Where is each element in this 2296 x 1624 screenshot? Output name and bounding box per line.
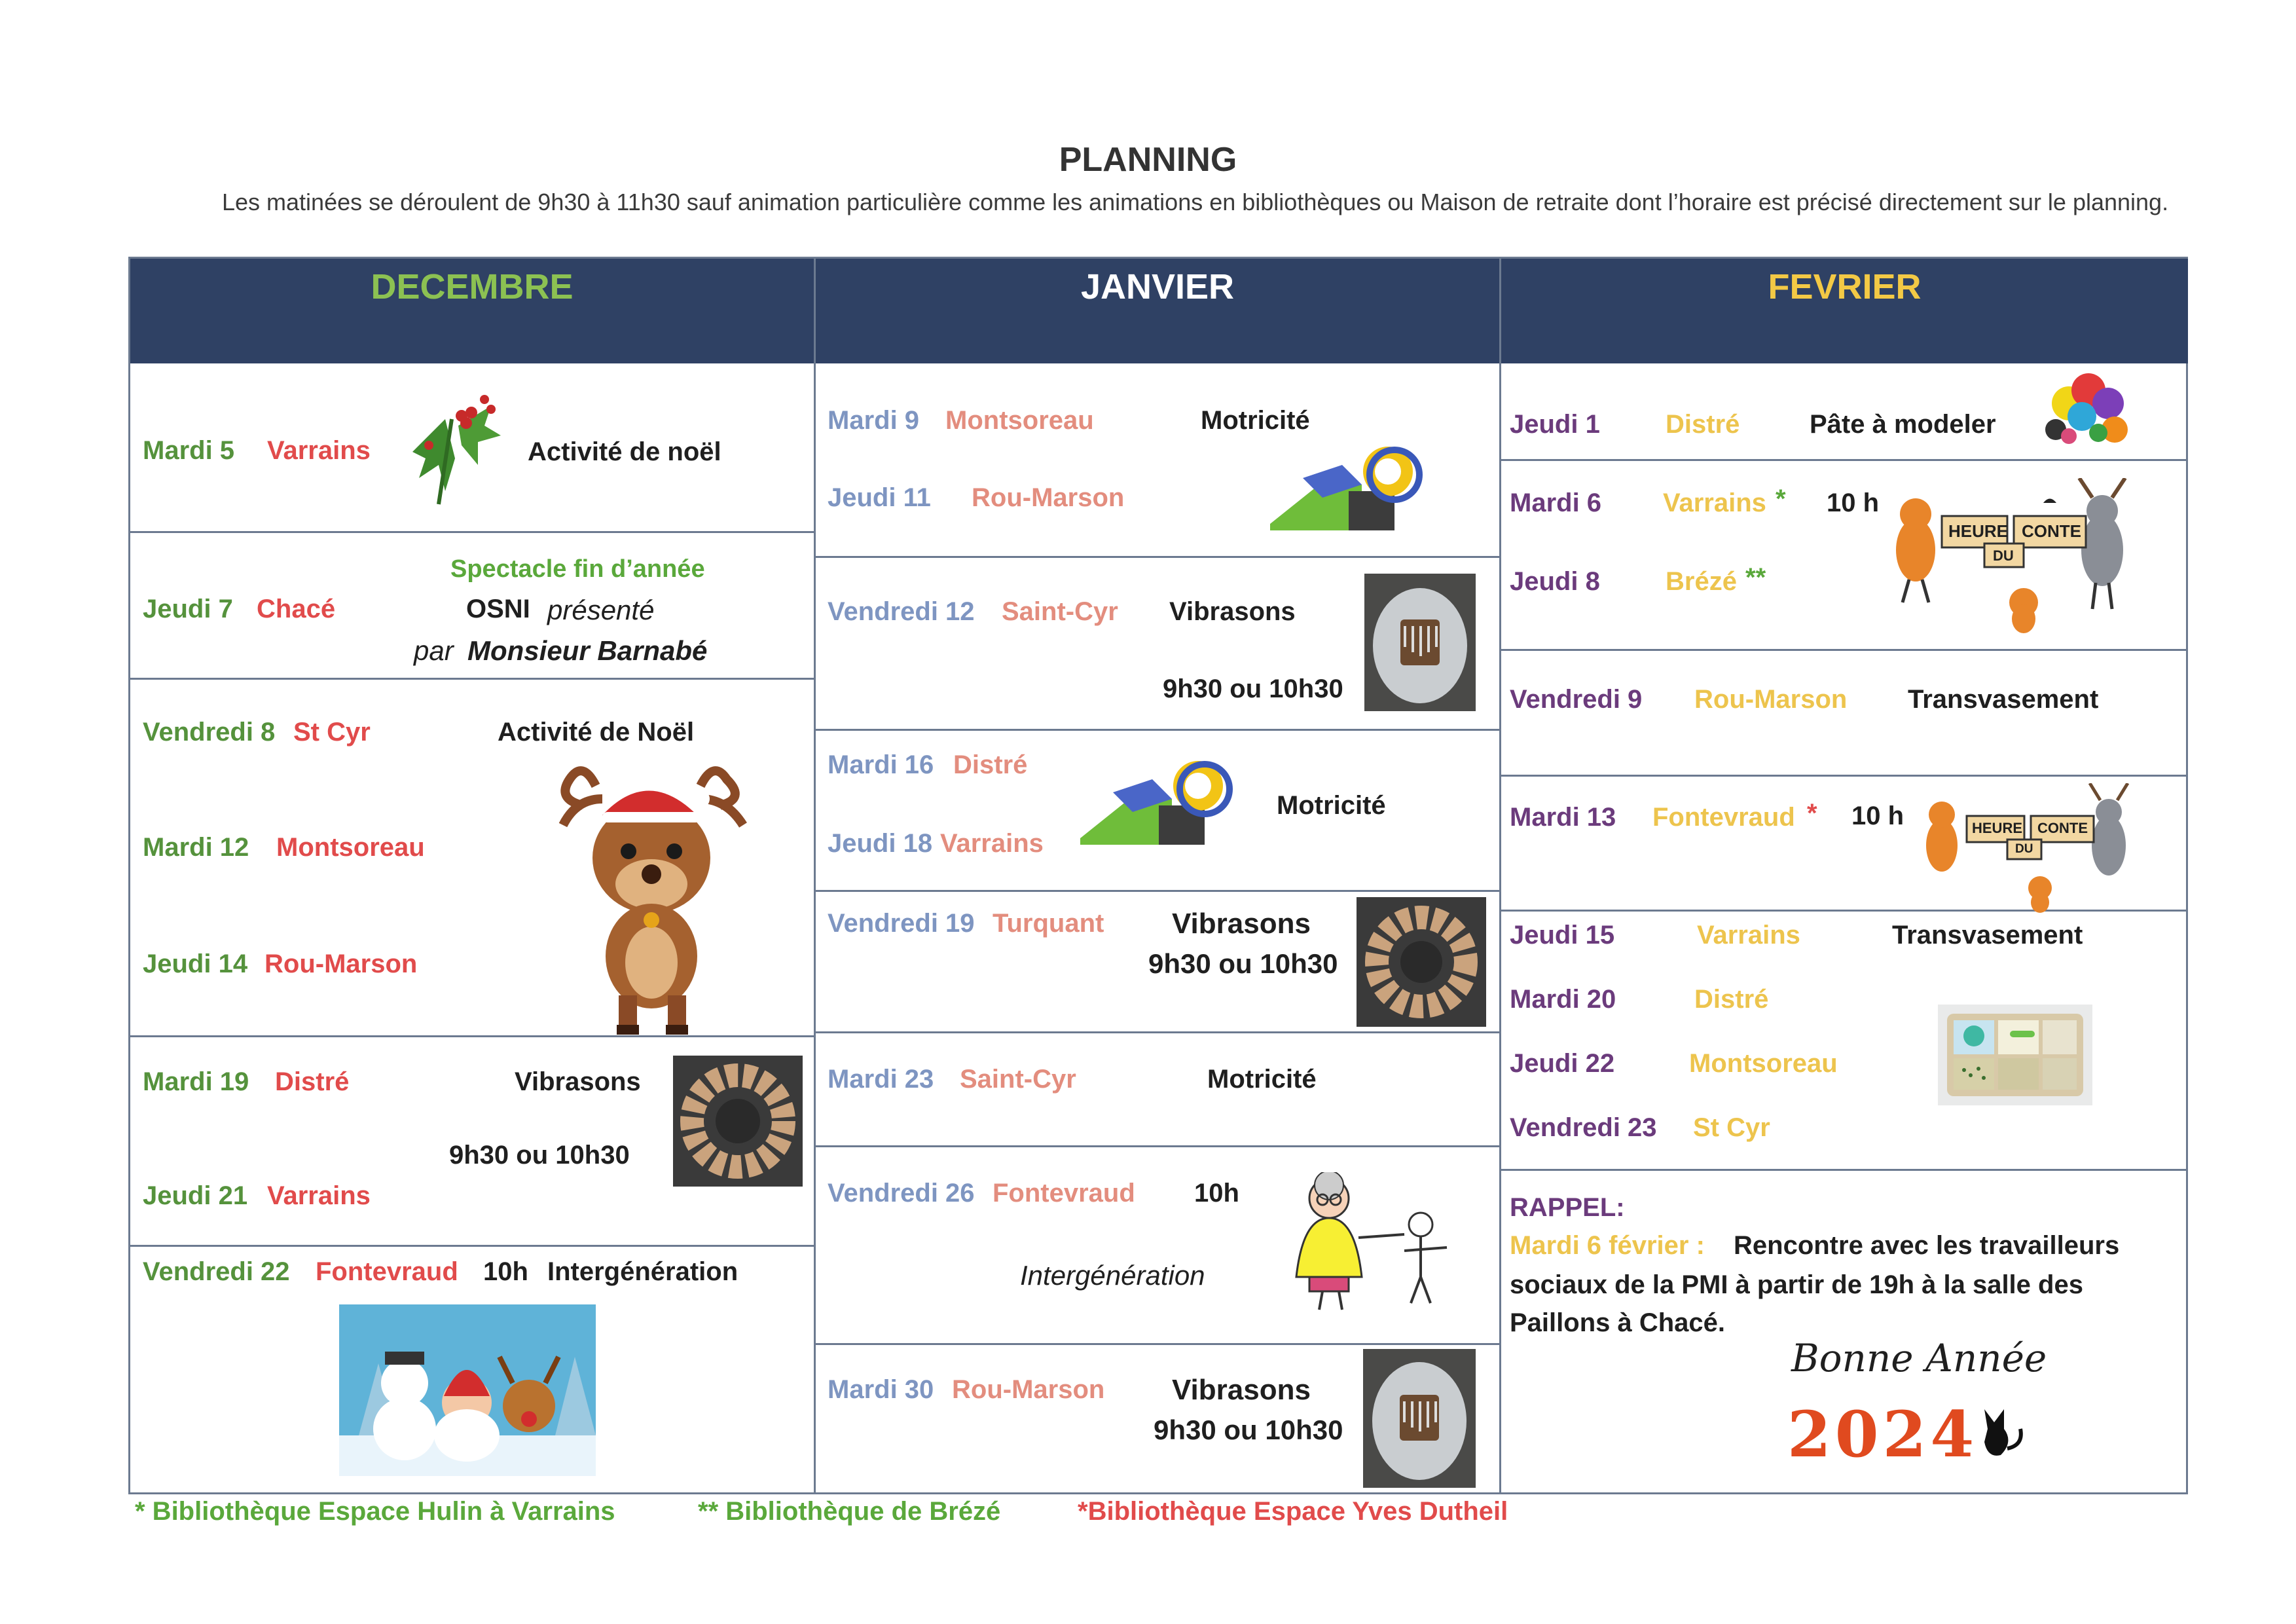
- event-place: St Cyr: [1693, 1113, 1770, 1142]
- event-place: Rou-Marson: [952, 1375, 1105, 1404]
- row-divider: [1501, 459, 2188, 461]
- row-divider: [1501, 775, 2188, 777]
- rappel-line-1: Rencontre avec les travailleurs: [1734, 1231, 2120, 1260]
- event-day: Vendredi 23: [1510, 1113, 1657, 1142]
- rappel-date: Mardi 6 février :: [1510, 1231, 1705, 1260]
- event-place: Chacé: [257, 595, 336, 623]
- event-place: Varrains: [267, 436, 371, 465]
- show-performer: Monsieur Barnabé: [467, 635, 708, 666]
- event-day: Jeudi 14: [143, 950, 248, 978]
- rappel-title: RAPPEL:: [1510, 1193, 1625, 1222]
- event-day: Mardi 20: [1510, 985, 1616, 1014]
- event-day: Vendredi 8: [143, 718, 276, 747]
- heure-du-conte-illustration: HEURE CONTE DU: [1883, 478, 2138, 635]
- row-divider: [130, 678, 814, 680]
- header-decembre: DECEMBRE: [130, 259, 814, 363]
- event-place: Turquant: [993, 909, 1104, 938]
- footer-note-3: *Bibliothèque Espace Yves Dutheil: [1078, 1497, 1508, 1526]
- row-divider: [816, 890, 1499, 892]
- row-divider: [1501, 1169, 2188, 1171]
- row-divider: [130, 531, 814, 533]
- rappel-line-2: sociaux de la PMI à partir de 19h à la salle des: [1510, 1270, 2083, 1299]
- event-time: 9h30 ou 10h30: [1163, 674, 1343, 703]
- row-divider: [1501, 649, 2188, 651]
- event-place: Montsoreau: [276, 833, 425, 862]
- event-time: 9h30 ou 10h30: [1154, 1414, 1343, 1445]
- event-activity: Transvasement: [1908, 685, 2099, 714]
- event-time: 10h: [1194, 1179, 1239, 1208]
- event-day: Jeudi 8: [1510, 567, 1600, 596]
- event-activity: Transvasement: [1892, 921, 2083, 950]
- event-star: *: [1807, 799, 1817, 828]
- show-title: Spectacle fin d’année: [450, 555, 705, 583]
- christmas-friends-picture: [339, 1304, 596, 1476]
- event-place: Varrains: [1697, 921, 1800, 950]
- event-place: Distré: [953, 750, 1028, 779]
- event-activity: Pâte à modeler: [1810, 410, 1996, 439]
- event-time: 9h30 ou 10h30: [449, 1141, 630, 1170]
- modeling-clay-icon: [2043, 364, 2134, 449]
- footer-note-2: ** Bibliothèque de Brézé: [698, 1497, 1001, 1526]
- event-activity: Motricité: [1207, 1065, 1317, 1094]
- event-day: Jeudi 15: [1510, 921, 1615, 950]
- row-divider: [816, 729, 1499, 731]
- event-place: Saint-Cyr: [960, 1065, 1076, 1094]
- row-divider: [816, 556, 1499, 558]
- event-day: Jeudi 22: [1510, 1049, 1615, 1078]
- column-divider: [1499, 259, 1501, 1492]
- header-janvier: JANVIER: [816, 259, 1499, 363]
- event-place: Montsoreau: [945, 406, 1094, 435]
- cat-icon: [1975, 1403, 2027, 1462]
- event-activity: Intergénération: [547, 1257, 738, 1286]
- row-divider: [816, 1145, 1499, 1147]
- kalimba-photo: [1364, 574, 1476, 711]
- row-divider: [816, 1343, 1499, 1345]
- holly-icon: [406, 380, 504, 511]
- footer-note-1: * Bibliothèque Espace Hulin à Varrains: [135, 1497, 615, 1526]
- event-place: Distré: [1694, 985, 1769, 1014]
- event-activity: Motricité: [1201, 406, 1310, 435]
- event-activity: Activité de Noël: [498, 718, 695, 747]
- event-place: Montsoreau: [1689, 1049, 1838, 1078]
- event-time: 9h30 ou 10h30: [1148, 948, 1338, 979]
- event-activity: Motricité: [1277, 791, 1386, 820]
- event-place: Rou-Marson: [972, 483, 1125, 512]
- event-time: 10h: [483, 1257, 528, 1286]
- header-fevrier: FEVRIER: [1501, 259, 2188, 363]
- rappel-line-3: Paillons à Chacé.: [1510, 1308, 1726, 1337]
- event-day: Mardi 13: [1510, 803, 1616, 832]
- event-day: Vendredi 26: [828, 1179, 975, 1208]
- event-activity: Activité de noël: [528, 437, 721, 466]
- event-place: Brézé: [1666, 567, 1737, 596]
- reindeer-icon: [556, 760, 753, 1035]
- event-place: Rou-Marson: [1694, 685, 1848, 714]
- intergeneration-drawing: [1283, 1172, 1467, 1316]
- event-place: Rou-Marson: [264, 950, 418, 978]
- event-place: Saint-Cyr: [1002, 597, 1118, 626]
- event-day: Mardi 19: [143, 1067, 249, 1096]
- vibrasons-photo: [1357, 897, 1486, 1027]
- event-day: Vendredi 12: [828, 597, 975, 626]
- event-place: Fontevraud: [316, 1257, 458, 1286]
- row-divider: [130, 1245, 814, 1247]
- page-title: PLANNING: [1059, 141, 1237, 179]
- event-activity: Vibrasons: [515, 1067, 641, 1096]
- motor-blocks-icon: [1074, 753, 1244, 858]
- event-day: Mardi 30: [828, 1375, 934, 1404]
- column-divider: [814, 259, 816, 1492]
- event-place: Fontevraud: [993, 1179, 1135, 1208]
- transvasement-tray-photo: [1938, 1005, 2092, 1105]
- motor-blocks-icon: [1264, 439, 1434, 544]
- event-activity: Vibrasons: [1169, 597, 1296, 626]
- event-day: Vendredi 19: [828, 909, 975, 938]
- event-star: **: [1745, 563, 1766, 592]
- row-divider: [130, 1035, 814, 1037]
- vibrasons-photo: [673, 1056, 803, 1187]
- show-par: par: [414, 635, 454, 666]
- event-day: Vendredi 22: [143, 1257, 290, 1286]
- event-activity: Vibrasons: [1172, 908, 1311, 940]
- intro-text: Les matinées se déroulent de 9h30 à 11h30 sauf animation particulière comme les animations en bibliothèques ou Maison de retraite dont l’horaire est précisé directement sur le planning.: [222, 189, 2169, 215]
- kalimba-photo: [1363, 1349, 1476, 1488]
- event-place: Distré: [275, 1067, 350, 1096]
- bonne-annee: Bonne Année: [1791, 1336, 2047, 1380]
- row-divider: [816, 1031, 1499, 1033]
- event-day: Jeudi 21: [143, 1181, 248, 1210]
- event-day: Jeudi 7: [143, 595, 233, 623]
- event-day: Mardi 23: [828, 1065, 934, 1094]
- event-star: *: [1776, 485, 1786, 513]
- event-day: Mardi 5: [143, 436, 235, 465]
- event-place: St Cyr: [293, 718, 371, 747]
- event-day: Mardi 6: [1510, 489, 1602, 517]
- year-2024-logo: 2024: [1787, 1397, 1978, 1471]
- event-place: Varrains: [1663, 489, 1766, 517]
- event-place: Varrains: [940, 829, 1044, 858]
- event-day: Vendredi 9: [1510, 685, 1643, 714]
- event-day: Mardi 12: [143, 833, 249, 862]
- event-day: Jeudi 18: [828, 829, 933, 858]
- event-day: Mardi 9: [828, 406, 920, 435]
- event-place: Varrains: [267, 1181, 371, 1210]
- event-place: Distré: [1666, 410, 1740, 439]
- show-osni: OSNI: [466, 595, 530, 623]
- event-activity: Intergénération: [1020, 1260, 1205, 1291]
- event-time: 10 h: [1827, 489, 1880, 517]
- event-time: 10 h: [1851, 802, 1904, 830]
- event-place: Fontevraud: [1652, 803, 1795, 832]
- show-presente: présenté: [547, 595, 655, 625]
- event-day: Mardi 16: [828, 750, 934, 779]
- heure-du-conte-illustration: HEURE CONTE DU: [1916, 783, 2138, 914]
- event-activity: Vibrasons: [1172, 1374, 1311, 1406]
- event-day: Jeudi 1: [1510, 410, 1600, 439]
- event-day: Jeudi 11: [828, 483, 931, 512]
